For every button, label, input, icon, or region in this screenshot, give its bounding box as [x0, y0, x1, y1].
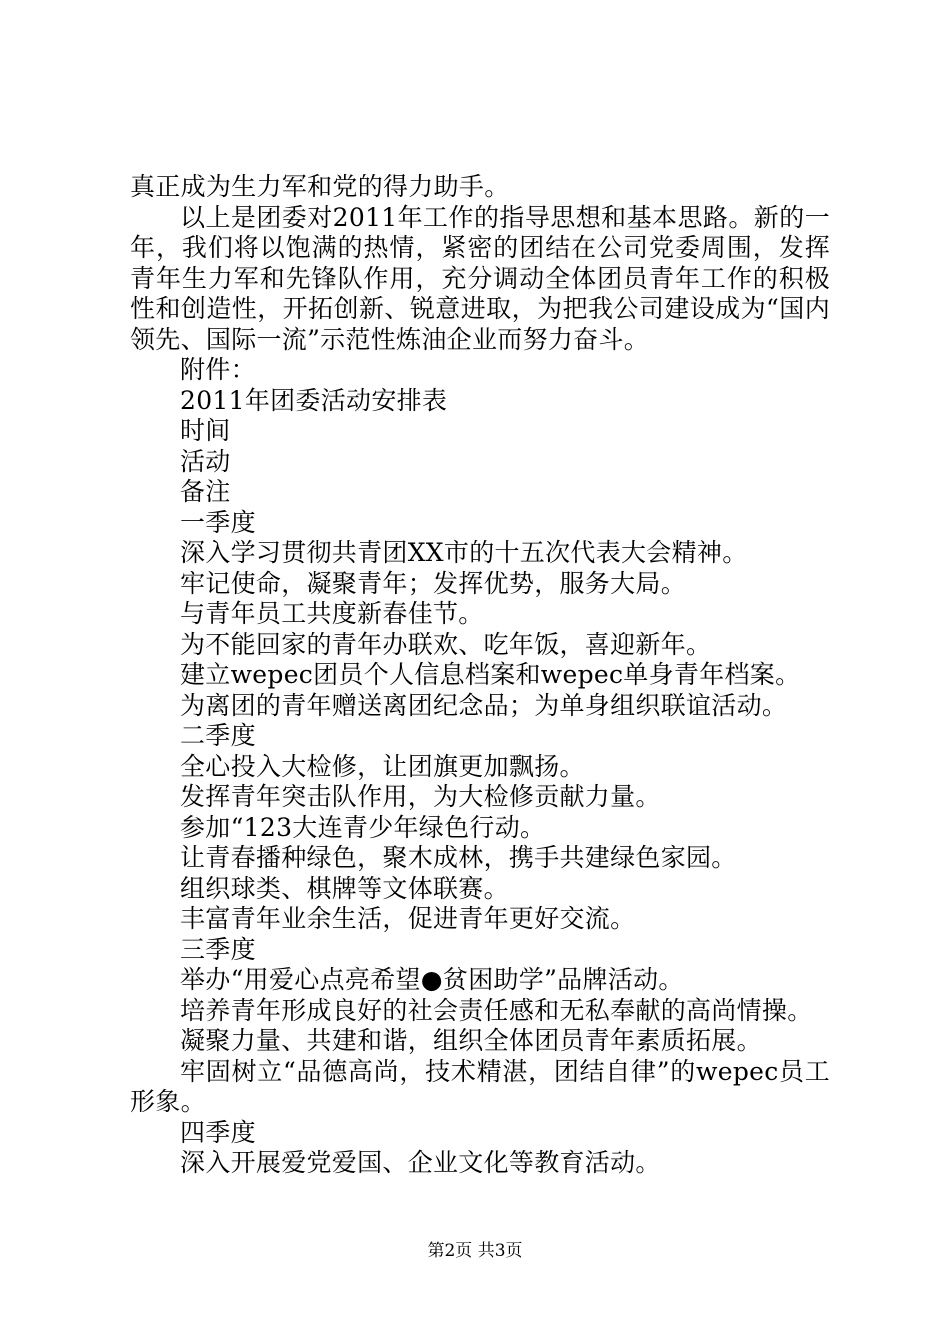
attachment-label: 附件：	[180, 355, 256, 384]
quarter-2-item: 组织球类、棋牌等文体联赛。	[180, 873, 509, 903]
quarter-3-item: 牢固树立“品德高尚，技术精湛，团结自律”的wepec员工形象。	[130, 1056, 830, 1116]
quarter-2-item: 全心投入大检修，让团旗更加飘扬。	[180, 751, 585, 781]
summary-paragraph: 以上是团委对2011年工作的指导思想和基本思路。新的一年，我们将以饱满的热情，紧密的团结在公司党委周围，发挥青年生力军和先锋队作用，充分调动全体团员青年工作的积极性和创造性，开拓创新、锐意进取，为把我公司建设成为“国内领先、国际一流”示范性炼油企业而努力奋斗。	[130, 202, 830, 354]
continuation-line: 真正成为生力军和党的得力助手。	[130, 172, 510, 201]
table-header-notes: 备注	[180, 477, 231, 506]
quarter-3-item: 举办“用爱心点亮希望●贫困助学”品牌活动。	[180, 965, 684, 994]
table-title: 2011年团委活动安排表	[180, 385, 448, 415]
quarter-1-item: 牢记使命，凝聚青年；发挥优势，服务大局。	[180, 568, 687, 598]
quarter-3-heading: 三季度	[180, 934, 256, 964]
quarter-1-item: 为离团的青年赠送离团纪念品；为单身组织联谊活动。	[180, 690, 788, 720]
page-footer: 第2页 共3页	[427, 1241, 523, 1261]
quarter-2-heading: 二季度	[180, 721, 256, 750]
quarter-2-item: 参加“123大连青少年绿色行动。	[180, 812, 546, 842]
quarter-4-heading: 四季度	[180, 1117, 256, 1147]
document-body	[130, 172, 830, 1179]
quarter-3-item: 培养青年形成良好的社会责任感和无私奉献的高尚情操。	[180, 995, 813, 1025]
table-header-activity: 活动	[180, 446, 231, 476]
quarter-2-item: 丰富青年业余生活，促进青年更好交流。	[180, 904, 636, 933]
table-header-time: 时间	[180, 416, 231, 445]
quarter-1-item: 深入学习贯彻共青团XX市的十五次代表大会精神。	[180, 538, 748, 567]
quarter-1-heading: 一季度	[180, 507, 256, 537]
quarter-3-item: 凝聚力量、共建和谐，组织全体团员青年素质拓展。	[180, 1026, 762, 1055]
quarter-1-item: 与青年员工共度新春佳节。	[180, 599, 484, 628]
quarter-2-item: 发挥青年突击队作用，为大检修贡献力量。	[180, 782, 661, 811]
quarter-4-item: 深入开展爱党爱国、企业文化等教育活动。	[180, 1148, 661, 1177]
quarter-2-item: 让青春播种绿色，聚木成林，携手共建绿色家园。	[180, 843, 737, 872]
quarter-1-item: 为不能回家的青年办联欢、吃年饭，喜迎新年。	[180, 629, 712, 659]
quarter-1-item: 建立wepec团员个人信息档案和wepec单身青年档案。	[180, 660, 801, 689]
